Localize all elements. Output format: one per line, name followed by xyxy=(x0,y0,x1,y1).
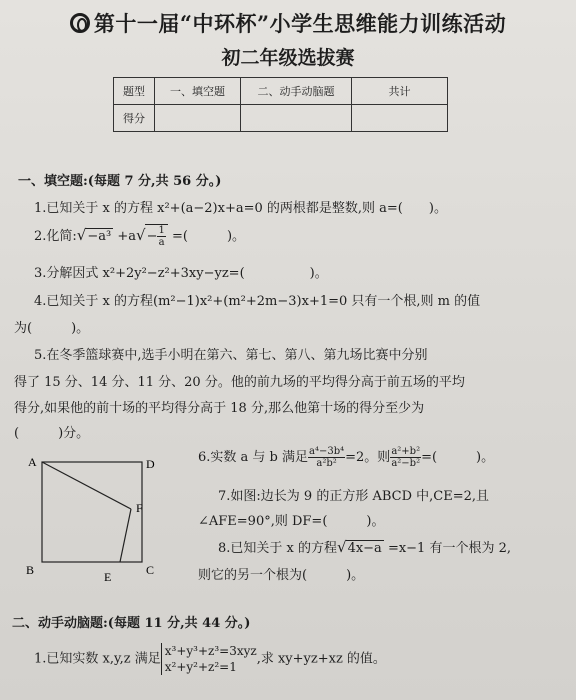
question-3: 3.分解因式 x²+2y²−z²+3xy−yz=( )。 xyxy=(34,266,328,281)
question-8-line1 xyxy=(218,537,511,556)
q6-suffix: =( )。 xyxy=(421,450,495,465)
q8-suffix: =x−1 有一个根为 2, xyxy=(383,541,512,556)
question-7-line2: ∠AFE=90°,则 DF=( )。 xyxy=(198,514,385,529)
title-text: 第十一届“中环杯”小学生思维能力训练活动 xyxy=(93,11,507,36)
equation-system xyxy=(161,643,257,675)
denominator: a xyxy=(158,237,165,248)
q2-prefix: 2.化简: xyxy=(34,229,77,244)
label-e: E xyxy=(104,570,112,584)
q2-mid: +a xyxy=(113,229,136,244)
question-4-line1: 4.已知关于 x 的方程(m²−1)x²+(m²+2m−3)x+1=0 只有一个根,则 m 的值 xyxy=(34,294,481,309)
question-5-line1: 5.在冬季篮球赛中,选手小明在第六、第七、第八、第九场比赛中分别 xyxy=(34,348,428,363)
question-8-line2: 则它的另一个根为( )。 xyxy=(198,568,365,583)
fraction xyxy=(157,225,165,248)
table-cell xyxy=(241,105,352,132)
q2-radicand: −a³ xyxy=(87,229,112,244)
section2-question-1 xyxy=(34,643,386,675)
radical-icon: √ xyxy=(76,226,87,244)
q6-prefix: 6.实数 a 与 b 满足 xyxy=(198,450,309,465)
section1-heading: 一、填空题:(每题 7 分,共 56 分。) xyxy=(18,174,222,189)
square-abcd xyxy=(42,462,142,562)
question-2 xyxy=(34,224,245,248)
question-5-line2: 得了 15 分、14 分、11 分、20 分。他的前九场的平均得分高于前五场的平均 xyxy=(14,375,465,390)
table-cell xyxy=(352,105,448,132)
s2q1-suffix: ,求 xy+yz+xz 的值。 xyxy=(256,651,386,667)
table-row xyxy=(114,78,448,105)
q6-mid: =2。则 xyxy=(345,450,391,465)
radical-icon: √ xyxy=(136,226,146,244)
equation-1: x³+y³+z³=3xyz xyxy=(164,644,257,658)
numerator: 1 xyxy=(158,225,165,236)
q2-radicand-frac: − $\frac{1}{a}$ xyxy=(145,224,168,248)
s2q1-prefix: 1.已知实数 x,y,z 满足 xyxy=(34,651,161,667)
section2-heading: 二、动手动脑题:(每题 11 分,共 44 分。) xyxy=(12,616,251,631)
question-7-line1: 7.如图:边长为 9 的正方形 ABCD 中,CE=2,且 xyxy=(218,489,490,504)
numerator: a²+b² xyxy=(391,446,421,457)
page-title xyxy=(0,8,576,38)
table-cell: 一、填空题 xyxy=(155,78,241,105)
question-1: 1.已知关于 x 的方程 x²+(a−2)x+a=0 的两根都是整数,则 a=( )。 xyxy=(34,201,447,216)
score-table xyxy=(113,77,448,132)
label-f: F xyxy=(136,501,143,515)
radical-icon: √ xyxy=(337,538,347,556)
logo-icon xyxy=(70,13,90,33)
q8-prefix: 8.已知关于 x 的方程 xyxy=(218,541,337,556)
table-cell: 二、动手动脑题 xyxy=(241,78,352,105)
table-cell: 得分 xyxy=(114,105,155,132)
numerator: a⁴−3b⁴ xyxy=(309,446,345,457)
question-5-line4: ( )分。 xyxy=(14,426,90,441)
denominator: a²−b² xyxy=(391,458,421,469)
fraction xyxy=(308,446,345,469)
fraction xyxy=(390,446,421,469)
q8-radicand: 4x−a xyxy=(347,541,382,556)
table-cell: 共计 xyxy=(352,78,448,105)
label-b: B xyxy=(26,563,35,577)
question-5-line3: 得分,如果他的前十场的平均得分高于 18 分,那么他第十场的得分至少为 xyxy=(14,401,425,416)
label-d: D xyxy=(146,457,155,471)
q2-suffix: =( )。 xyxy=(167,229,246,244)
table-row xyxy=(114,105,448,132)
label-c: C xyxy=(146,563,155,577)
segment-af xyxy=(42,462,131,509)
denominator: a²b² xyxy=(316,458,337,469)
table-cell xyxy=(155,105,241,132)
square-figure xyxy=(20,452,160,587)
question-4-line2: 为( )。 xyxy=(14,321,90,336)
table-cell: 题型 xyxy=(114,78,155,105)
segment-fe xyxy=(120,509,131,562)
label-a: A xyxy=(28,455,37,469)
question-6 xyxy=(198,446,494,469)
equation-2: x²+y²+z²=1 xyxy=(164,660,237,674)
page-subtitle: 初二年级选拔赛 xyxy=(221,47,355,69)
